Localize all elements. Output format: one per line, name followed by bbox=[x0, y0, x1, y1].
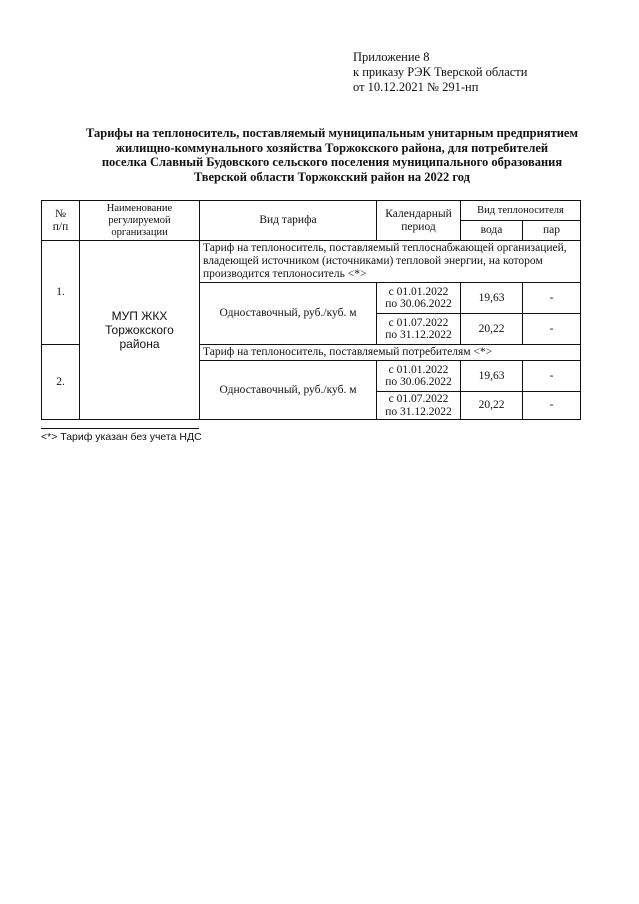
header-carrier: Вид теплоносителя bbox=[461, 201, 581, 221]
steam-value-1-1: - bbox=[523, 283, 581, 314]
period-1-2: с 01.07.2022 по 31.12.2022 bbox=[377, 314, 461, 345]
water-value-1-2: 20,22 bbox=[461, 314, 523, 345]
row-number-2: 2. bbox=[42, 345, 80, 420]
title-line-3: поселка Славный Будовского сельского поселения муниципального образования bbox=[101, 155, 563, 169]
tariff-type-1: Одноставочный, руб./куб. м bbox=[200, 283, 377, 345]
water-value-2-2: 20,22 bbox=[461, 392, 523, 420]
tariff-table bbox=[41, 200, 581, 420]
water-value-1-1: 19,63 bbox=[461, 283, 523, 314]
row-number-1: 1. bbox=[42, 241, 80, 345]
footnote-divider bbox=[41, 428, 199, 429]
period-1-1: с 01.01.2022 по 30.06.2022 bbox=[377, 283, 461, 314]
organization-name: МУП ЖКХ Торжокского района bbox=[80, 241, 200, 420]
header-period: Календарный период bbox=[377, 201, 461, 241]
section-title-1: Тариф на теплоноситель, поставляемый теплоснабжающей организацией, владеющей источником (источниками) тепловой энергии, на котором производится теплоноситель <*> bbox=[200, 241, 581, 283]
annex-reference bbox=[353, 50, 527, 95]
section-title-2: Тариф на теплоноситель, поставляемый потребителям <*> bbox=[200, 345, 581, 361]
document-title bbox=[62, 126, 602, 184]
annex-line-3: от 10.12.2021 № 291-нп bbox=[353, 80, 479, 94]
header-water: вода bbox=[461, 221, 523, 241]
title-line-1: Тарифы на теплоноситель, поставляемый муниципальным унитарным предприятием bbox=[85, 126, 578, 140]
header-organization: Наименование регулируемой организации bbox=[80, 201, 200, 241]
footnote: <*> Тариф указан без учета НДС bbox=[41, 431, 202, 443]
title-line-2: жилищно-коммунального хозяйства Торжокского района, для потребителей bbox=[115, 140, 549, 155]
header-tariff-type: Вид тарифа bbox=[200, 201, 377, 241]
water-value-2-1: 19,63 bbox=[461, 361, 523, 392]
steam-value-2-1: - bbox=[523, 361, 581, 392]
period-2-1: с 01.01.2022 по 30.06.2022 bbox=[377, 361, 461, 392]
steam-value-2-2: - bbox=[523, 392, 581, 420]
tariff-type-2: Одноставочный, руб./куб. м bbox=[200, 361, 377, 420]
steam-value-1-2: - bbox=[523, 314, 581, 345]
title-line-4: Тверской области Торжокский район на 2022 год bbox=[193, 169, 470, 184]
header-number: № п/п bbox=[42, 201, 80, 241]
period-2-2: с 01.07.2022 по 31.12.2022 bbox=[377, 392, 461, 420]
annex-line-1: Приложение 8 bbox=[353, 50, 430, 64]
header-steam: пар bbox=[523, 221, 581, 241]
annex-line-2: к приказу РЭК Тверской области bbox=[353, 65, 528, 79]
